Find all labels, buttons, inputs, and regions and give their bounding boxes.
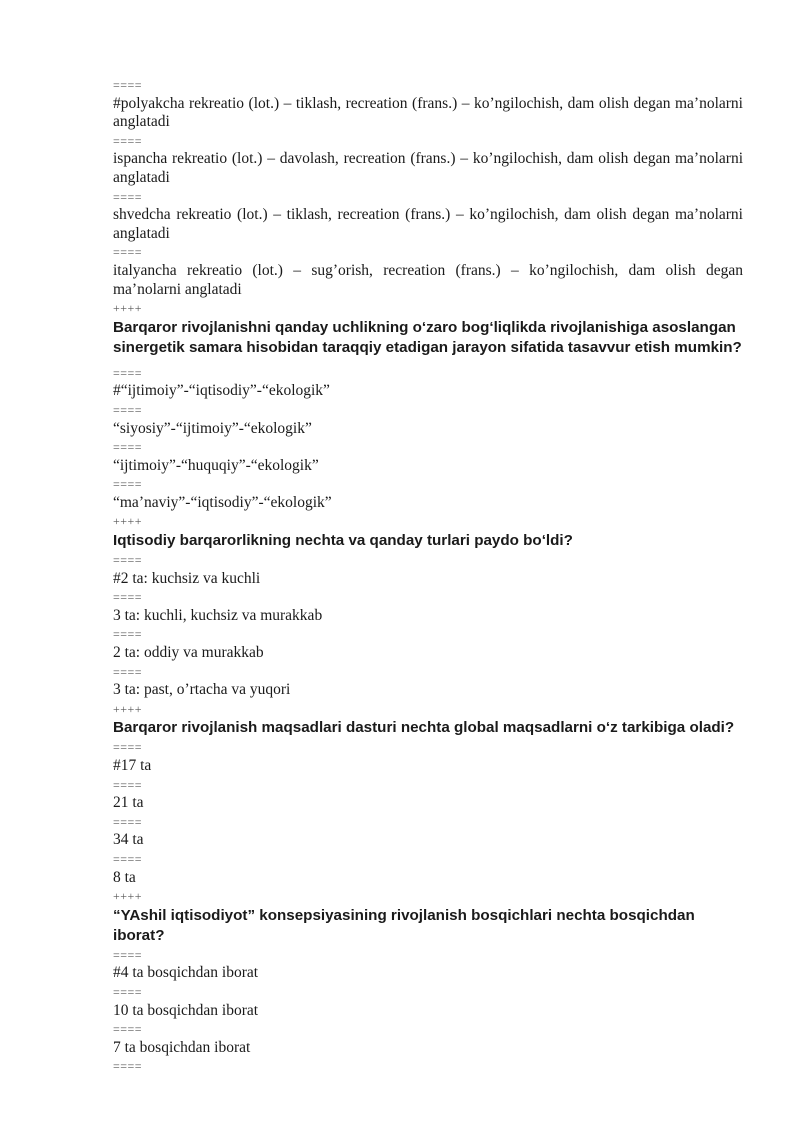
separator: ==== [113,365,143,380]
question-separator: ++++ [113,889,143,904]
question-separator: ++++ [113,301,143,316]
separator: ==== [113,189,143,204]
answer-option: 8 ta [113,868,136,886]
answer-option: 2 ta: oddiy va murakkab [113,644,264,662]
answer-option: “siyosiy”-“ijtimoiy”-“ekologik” [113,419,312,437]
question-separator: ++++ [113,514,143,529]
question-text: Iqtisodiy barqarorlikning nechta va qanday turlari paydo bo‘ldi? [113,532,573,550]
separator: ==== [113,477,143,492]
separator: ==== [113,664,143,679]
answer-option: #2 ta: kuchsiz va kuchli [113,569,261,587]
answer-option: ispancha rekreatio (lot.) – davolash, recreation (frans.) – ko’ngilochish, dam olish degan ma’nolarni anglatadi [113,150,743,186]
question-text: Barqaror rivojlanishni qanday uchlikning o‘zaro bog‘liqlikda rivojlanishiga asoslangan sinergetik samara hisobidan taraqqiy etadigan jarayon sifatida tasavvur etish mumkin? [113,318,742,356]
answer-option: “ijtimoiy”-“huquqiy”-“ekologik” [113,456,319,474]
separator: ==== [113,984,143,999]
separator: ==== [113,814,143,829]
separator: ==== [113,740,143,755]
separator: ==== [113,851,143,866]
question-text: “YAshil iqtisodiyot” konsepsiyasining rivojlanish bosqichlari nechta bosqichdan iborat? [113,906,695,944]
separator: ==== [113,947,143,962]
separator: ==== [113,245,143,260]
answer-option: 10 ta bosqichdan iborat [113,1001,259,1019]
separator: ==== [113,402,143,417]
separator: ==== [113,627,143,642]
separator: ==== [113,777,143,792]
separator: ==== [113,553,143,568]
question-text: Barqaror rivojlanish maqsadlari dasturi nechta global maqsadlarni o‘z tarkibiga oladi? [113,719,735,737]
answer-option: 3 ta: past, o’rtacha va yuqori [113,681,291,699]
separator: ==== [113,78,143,92]
answer-option: #17 ta [113,757,152,774]
separator: ==== [113,133,143,148]
separator: ==== [113,1022,143,1037]
answer-option: #4 ta bosqichdan iborat [113,964,259,982]
answer-option: italyancha rekreatio (lot.) – sug’orish, recreation (frans.) – ko’ngilochish, dam olish degan ma’nolarni anglatadi [113,261,743,298]
question-separator: ++++ [113,701,143,716]
separator: ==== [113,1059,143,1074]
answer-option: 21 ta [113,794,144,812]
answer-option: “ma’naviy”-“iqtisodiy”-“ekologik” [113,493,332,511]
separator: ==== [113,440,143,455]
separator: ==== [113,590,143,605]
answer-option: 3 ta: kuchli, kuchsiz va murakkab [113,606,323,624]
answer-option: #“ijtimoiy”-“iqtisodiy”-“ekologik” [113,382,330,400]
answer-option: 34 ta [113,831,144,849]
answer-option: shvedcha rekreatio (lot.) – tiklash, recreation (frans.) – ko’ngilochish, dam olish degan ma’nolarni anglatadi [113,206,743,242]
document-page [113,76,743,1076]
answer-option: #polyakcha rekreatio (lot.) – tiklash, recreation (frans.) – ko’ngilochish, dam olish degan ma’nolarni anglatadi [113,94,743,131]
answer-option: 7 ta bosqichdan iborat [113,1038,251,1056]
